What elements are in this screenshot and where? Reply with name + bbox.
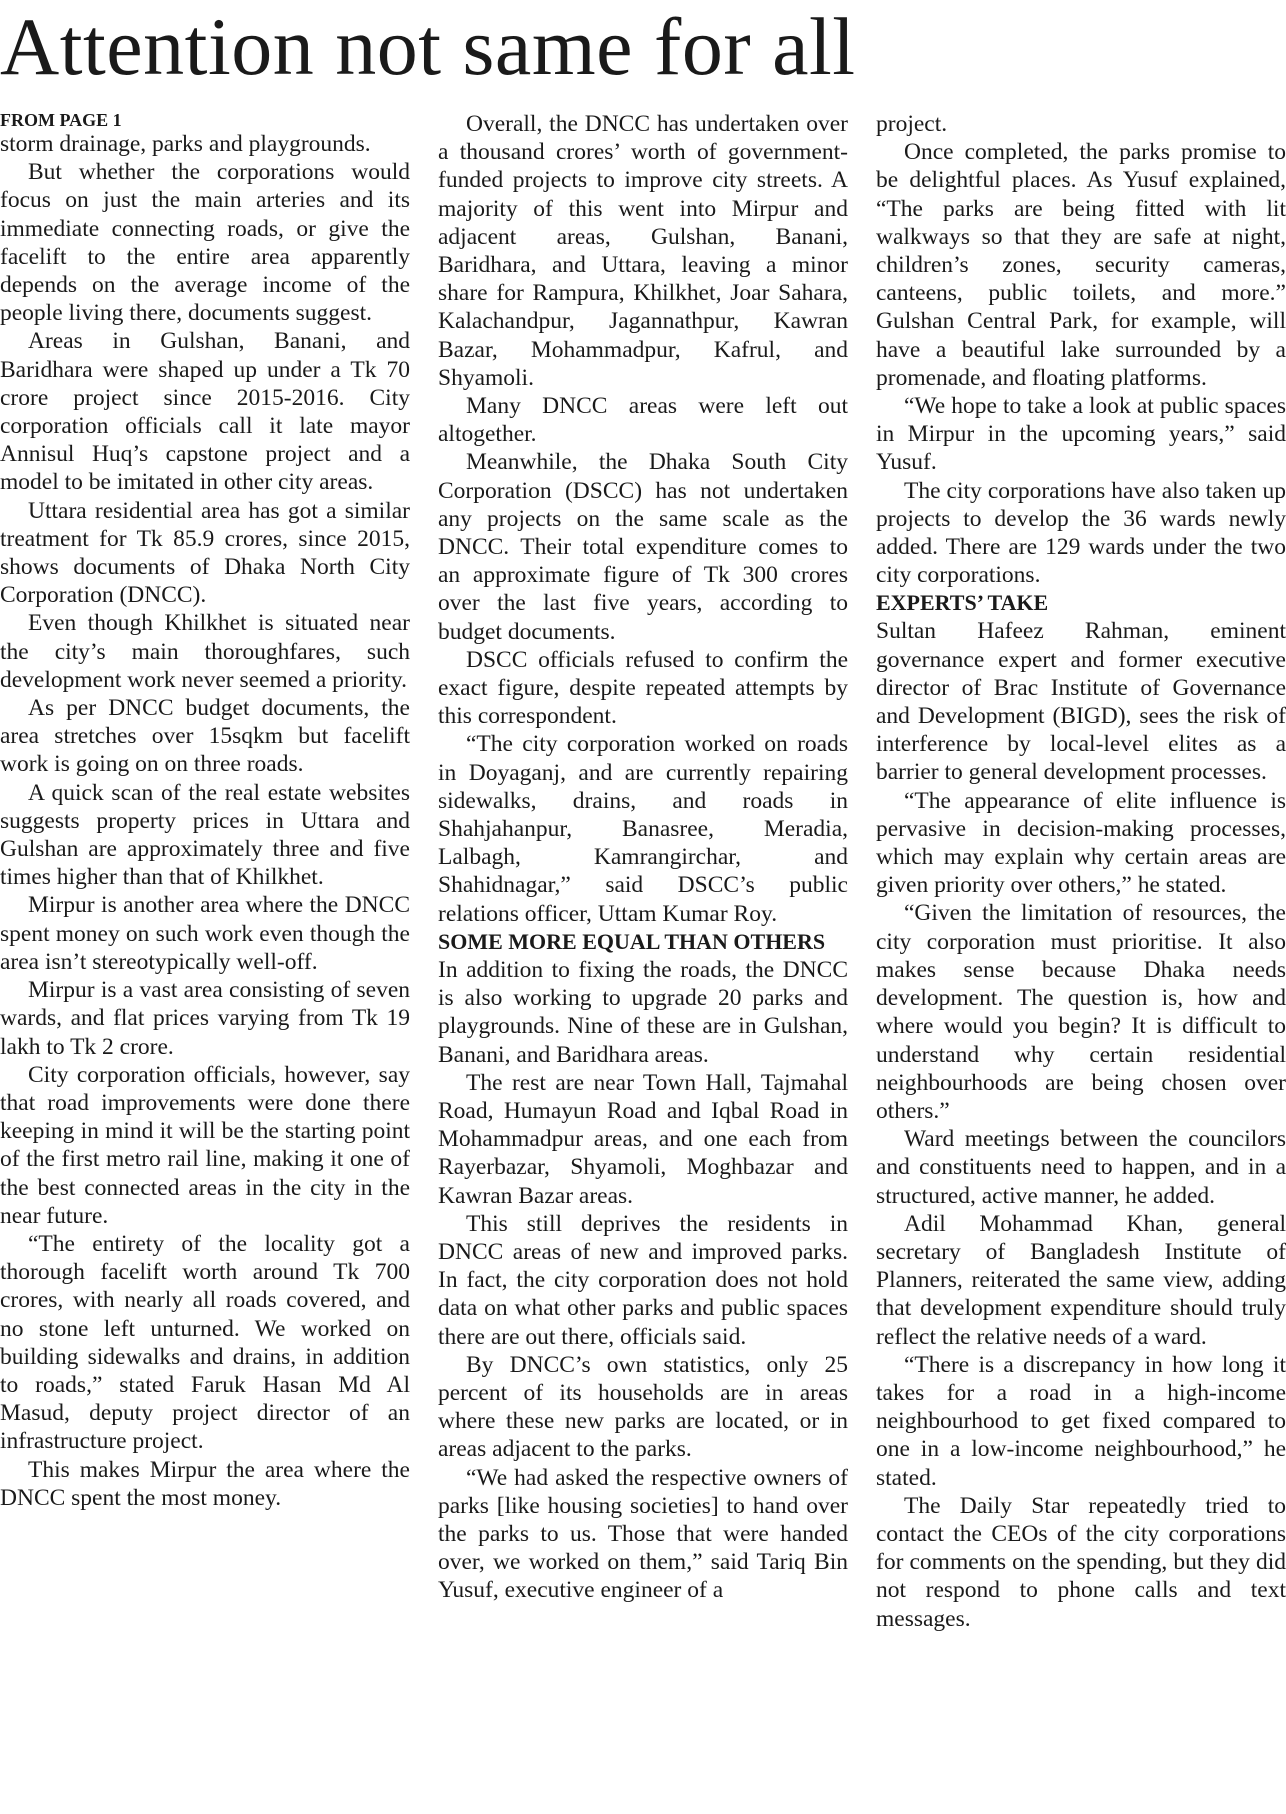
paragraph: “The city corporation worked on roads in Doyaganj, and are currently repairing sidewalks, drains, and roads in Shahjahanpur, Banasree, Meradia, Lalbagh, Kamrangirchar, and Shahidnagar,” said DSCC’s public relations officer, Uttam Kumar Roy.: [438, 731, 848, 927]
paragraph: Mirpur is a vast area consisting of seven wards, and flat prices varying from Tk 19 lakh to Tk 2 crore.: [0, 977, 410, 1060]
paragraph: A quick scan of the real estate websites suggests property prices in Uttara and Gulshan are approximately three and five times higher than that of Khilkhet.: [0, 779, 410, 891]
paragraph: Meanwhile, the Dhaka South City Corporation (DSCC) has not undertaken any projects on the same scale as the DNCC. Their total expenditure comes to an approximate figure of Tk 300 crores over the last five years, according to budget documents.: [438, 449, 848, 645]
paragraph: The Daily Star repeatedly tried to contact the CEOs of the city corporations for comments on the spending, but they did not respond to phone calls and text messages.: [876, 1492, 1286, 1632]
paragraph: storm drainage, parks and playgrounds.: [0, 131, 371, 157]
headline: Attention not same for all: [0, 1, 856, 92]
paragraph: project.: [876, 111, 948, 137]
paragraph: “The entirety of the locality got a thorough facelift worth around Tk 700 crores, with nearly all roads covered, and no stone left unturned. We worked on building sidewalks and drains, in addition to roads,” stated Faruk Hasan Md Al Masud, deputy project director of an infrastructure project.: [0, 1230, 410, 1455]
paragraph: Uttara residential area has got a similar treatment for Tk 85.9 crores, since 2015, shows documents of Dhaka North City Corporation (DNCC).: [0, 497, 410, 609]
paragraph: In addition to fixing the roads, the DNCC is also working to upgrade 20 parks and playgrounds. Nine of these are in Gulshan, Banani, and Baridhara areas.: [438, 956, 848, 1068]
paragraph: Sultan Hafeez Rahman, eminent governance expert and former executive director of Brac Institute of Governance and Development (BIGD), sees the risk of interference by local-level elites as a barrier to general development processes.: [876, 618, 1286, 786]
paragraph: “We hope to take a look at public spaces in Mirpur in the upcoming years,” said Yusuf.: [876, 393, 1286, 476]
subheading: SOME MORE EQUAL THAN OTHERS: [438, 928, 826, 954]
paragraph: “There is a discrepancy in how long it takes for a road in a high-income neighbourhood to get fixed compared to one in a low-income neighbourhood,” he stated.: [876, 1351, 1286, 1491]
paragraph: “Given the limitation of resources, the city corporation must prioritise. It also makes sense because Dhaka needs development. The question is, how and where would you begin? It is difficult to understand why certain residential neighbourhoods are being chosen over others.”: [876, 900, 1286, 1124]
continuation-kicker: FROM PAGE 1: [0, 110, 122, 130]
paragraph: This still deprives the residents in DNCC areas of new and improved parks. In fact, the city corporation does not hold data on what other parks and public spaces there are out there, officials said.: [438, 1210, 848, 1350]
column-1: [0, 110, 410, 1810]
paragraph: But whether the corporations would focus on just the main arteries and its immediate connecting roads, or give the facelift to the entire area apparently depends on the average income of the people living there, documents suggest.: [0, 159, 410, 327]
paragraph: Mirpur is another area where the DNCC spent money on such work even though the area isn’t stereotypically well-off.: [0, 892, 410, 975]
paragraph: This makes Mirpur the area where the DNCC spent the most money.: [0, 1456, 410, 1511]
paragraph: “The appearance of elite influence is pervasive in decision-making processes, which may explain why certain areas are given priority over others,” he stated.: [876, 787, 1286, 899]
paragraph: By DNCC’s own statistics, only 25 percent of its households are in areas where these new parks are located, or in areas adjacent to the parks.: [438, 1351, 848, 1463]
column-3: [876, 110, 1286, 1810]
paragraph: Adil Mohammad Khan, general secretary of Bangladesh Institute of Planners, reiterated the same view, adding that development expenditure should truly reflect the relative needs of a ward.: [876, 1210, 1286, 1350]
subheading: EXPERTS’ TAKE: [876, 590, 1049, 616]
paragraph: Areas in Gulshan, Banani, and Baridhara were shaped up under a Tk 70 crore project since 2015-2016. City corporation officials call it late mayor Annisul Huq’s capstone project and a model to be imitated in other city areas.: [0, 328, 410, 496]
paragraph: As per DNCC budget documents, the area stretches over 15sqkm but facelift work is going on on three roads.: [0, 695, 410, 778]
paragraph: Once completed, the parks promise to be delightful places. As Yusuf explained, “The parks are being fitted with lit walkways so that they are safe at night, children’s zones, security cameras, canteens, public toilets, and more.” Gulshan Central Park, for example, will have a beautiful lake surrounded by a promenade, and floating platforms.: [876, 139, 1286, 391]
paragraph: Overall, the DNCC has undertaken over a thousand crores’ worth of government-funded projects to improve city streets. A majority of this went into Mirpur and adjacent areas, Gulshan, Banani, Baridhara, and Uttara, leaving a minor share for Rampura, Khilkhet, Joar Sahara, Kalachandpur, Jagannathpur, Kawran Bazar, Mohammadpur, Kafrul, and Shyamoli.: [438, 111, 848, 391]
paragraph: City corporation officials, however, say that road improvements were done there keeping in mind it will be the starting point of the first metro rail line, making it one of the best connected areas in the city in the near future.: [0, 1061, 410, 1229]
column-2: [438, 110, 848, 1810]
paragraph: Even though Khilkhet is situated near the city’s main thoroughfares, such development work never seemed a priority.: [0, 610, 410, 693]
paragraph: Ward meetings between the councilors and constituents need to happen, and in a structured, active manner, he added.: [876, 1126, 1286, 1209]
paragraph: The city corporations have also taken up projects to develop the 36 wards newly added. There are 129 wards under the two city corporations.: [876, 477, 1286, 589]
paragraph: DSCC officials refused to confirm the exact figure, despite repeated attempts by this correspondent.: [438, 646, 848, 730]
paragraph: Many DNCC areas were left out altogether.: [438, 393, 848, 448]
paragraph: The rest are near Town Hall, Tajmahal Road, Humayun Road and Iqbal Road in Mohammadpur areas, and one each from Rayerbazar, Shyamoli, Moghbazar and Kawran Bazar areas.: [438, 1069, 848, 1209]
paragraph: “We had asked the respective owners of parks [like housing societies] to hand over the parks to us. Those that were handed over, we worked on them,” said Tariq Bin Yusuf, executive engineer of a: [438, 1464, 848, 1604]
